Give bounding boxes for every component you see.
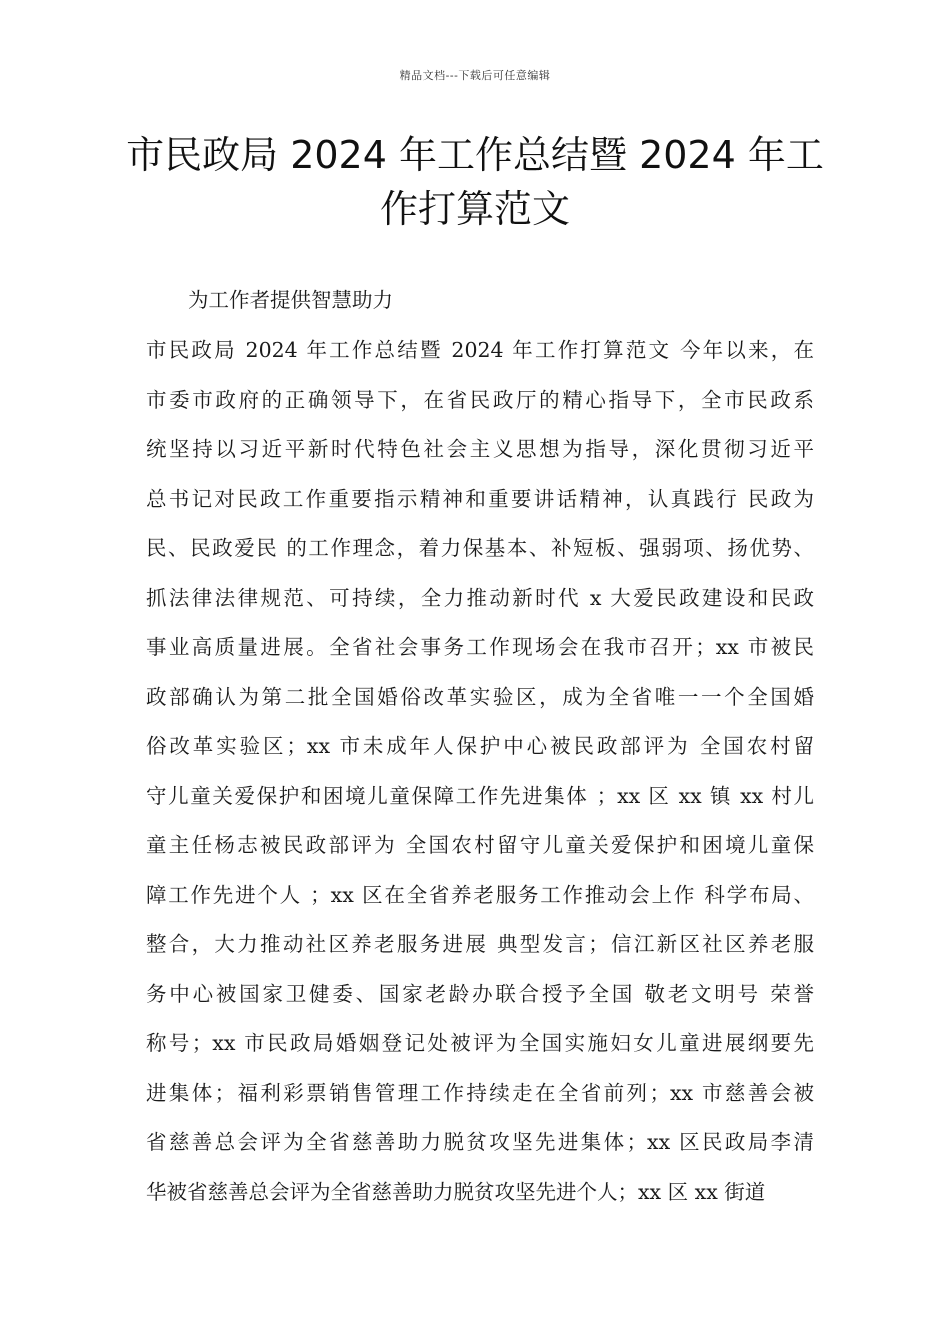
body-line: 抓法律法律规范、可持续，全力推动新时代 x 大爱民政建设和民政	[146, 585, 814, 610]
body-line: 华被省慈善总会评为全省慈善助力脱贫攻坚先进个人；xx 区 xx 街道	[146, 1179, 766, 1204]
body-line: 务中心被国家卫健委、国家老龄办联合授予全国 敬老文明号 荣誉	[146, 981, 814, 1006]
body-line: 称号；xx 市民政局婚姻登记处被评为全国实施妇女儿童进展纲要先	[146, 1031, 814, 1055]
body-line: 事业高质量进展。全省社会事务工作现场会在我市召开；xx 市被民	[146, 635, 814, 659]
body-line: 政部确认为第二批全国婚俗改革实验区，成为全省唯一一个全国婚	[146, 684, 814, 709]
document-title	[100, 128, 850, 236]
tagline: 为工作者提供智慧助力	[188, 288, 393, 312]
body-line: 守儿童关爱保护和困境儿童保障工作先进集体 ；xx 区 xx 镇 xx 村儿	[146, 783, 814, 808]
title-line-2: 作打算范文	[379, 187, 570, 231]
title-line-1: 市民政局 2024 年工作总结暨 2024 年工	[126, 133, 824, 177]
body-line: 民、民政爱民 的工作理念，着力保基本、补短板、强弱项、扬优势、	[146, 536, 814, 560]
body-line: 省慈善总会评为全省慈善助力脱贫攻坚先进集体；xx 区民政局李清	[146, 1130, 814, 1154]
body-line: 童主任杨志被民政部评为 全国农村留守儿童关爱保护和困境儿童保	[146, 833, 814, 857]
header-note: 精品文档---下载后可任意编辑	[399, 69, 551, 82]
body-line: 进集体；福利彩票销售管理工作持续走在全省前列；xx 市慈善会被	[146, 1080, 814, 1105]
body-line: 统坚持以习近平新时代特色社会主义思想为指导，深化贯彻习近平	[146, 437, 814, 461]
body-line: 俗改革实验区；xx 市未成年人保护中心被民政部评为 全国农村留	[146, 734, 814, 758]
body-paragraph	[146, 326, 814, 1217]
body-line: 障工作先进个人 ；xx 区在全省养老服务工作推动会上作 科学布局、	[146, 882, 814, 907]
body-line: 总书记对民政工作重要指示精神和重要讲话精神，认真践行 民政为	[146, 486, 814, 511]
body-line: 市民政局 2024 年工作总结暨 2024 年工作打算范文 今年以来，在	[146, 338, 814, 362]
body-line: 整合，大力推动社区养老服务进展 典型发言；信江新区社区养老服	[146, 932, 814, 956]
body-line: 市委市政府的正确领导下，在省民政厅的精心指导下，全市民政系	[146, 387, 814, 412]
